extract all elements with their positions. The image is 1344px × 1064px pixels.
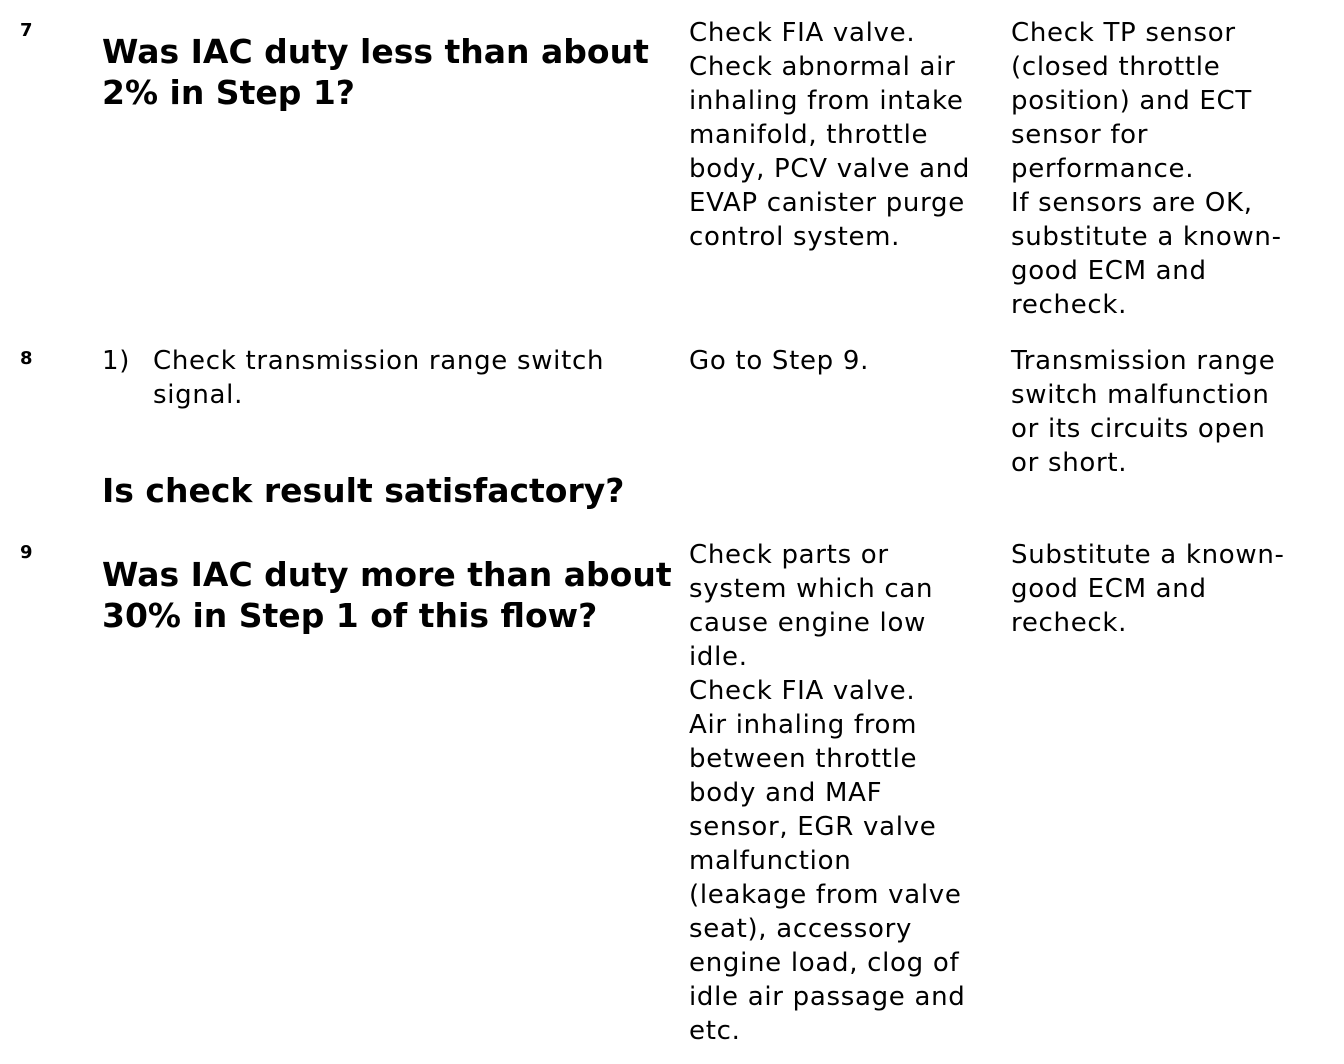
yes-action: Check FIA valve. Check abnormal air inhaling from intake manifold, throttle body, PCV valve and EVAP canister purge control system.	[689, 18, 971, 252]
step-question: Was IAC duty more than about 30% in Step 1 of this flow?	[102, 555, 672, 635]
yes-action: Go to Step 9.	[689, 346, 870, 376]
no-action: Transmission range switch malfunction or its circuits open or short.	[1011, 346, 1276, 478]
step-number: 7	[20, 20, 33, 41]
no-action: Check TP sensor (closed throttle position) and ECT sensor for performance. If sensors are OK, substitute a known- good ECM and recheck.	[1011, 18, 1282, 320]
yes-action: Check parts or system which can cause engine low idle. Check FIA valve. Air inhaling from between throttle body and MAF sensor, EGR valve malfunction (leakage from valve seat), accessory engine load, clog of idle air passage and etc.	[689, 540, 966, 1046]
step-number: 9	[20, 542, 33, 563]
check-item-text: Check transmission range switch signal.	[153, 346, 605, 410]
step-question: Was IAC duty less than about 2% in Step 1?	[102, 32, 649, 112]
step-question: Is check result satisfactory?	[102, 471, 625, 510]
no-action: Substitute a known- good ECM and recheck.	[1011, 540, 1285, 638]
check-item	[102, 344, 672, 412]
step-number: 8	[20, 348, 33, 369]
check-item-number: 1)	[102, 346, 131, 376]
